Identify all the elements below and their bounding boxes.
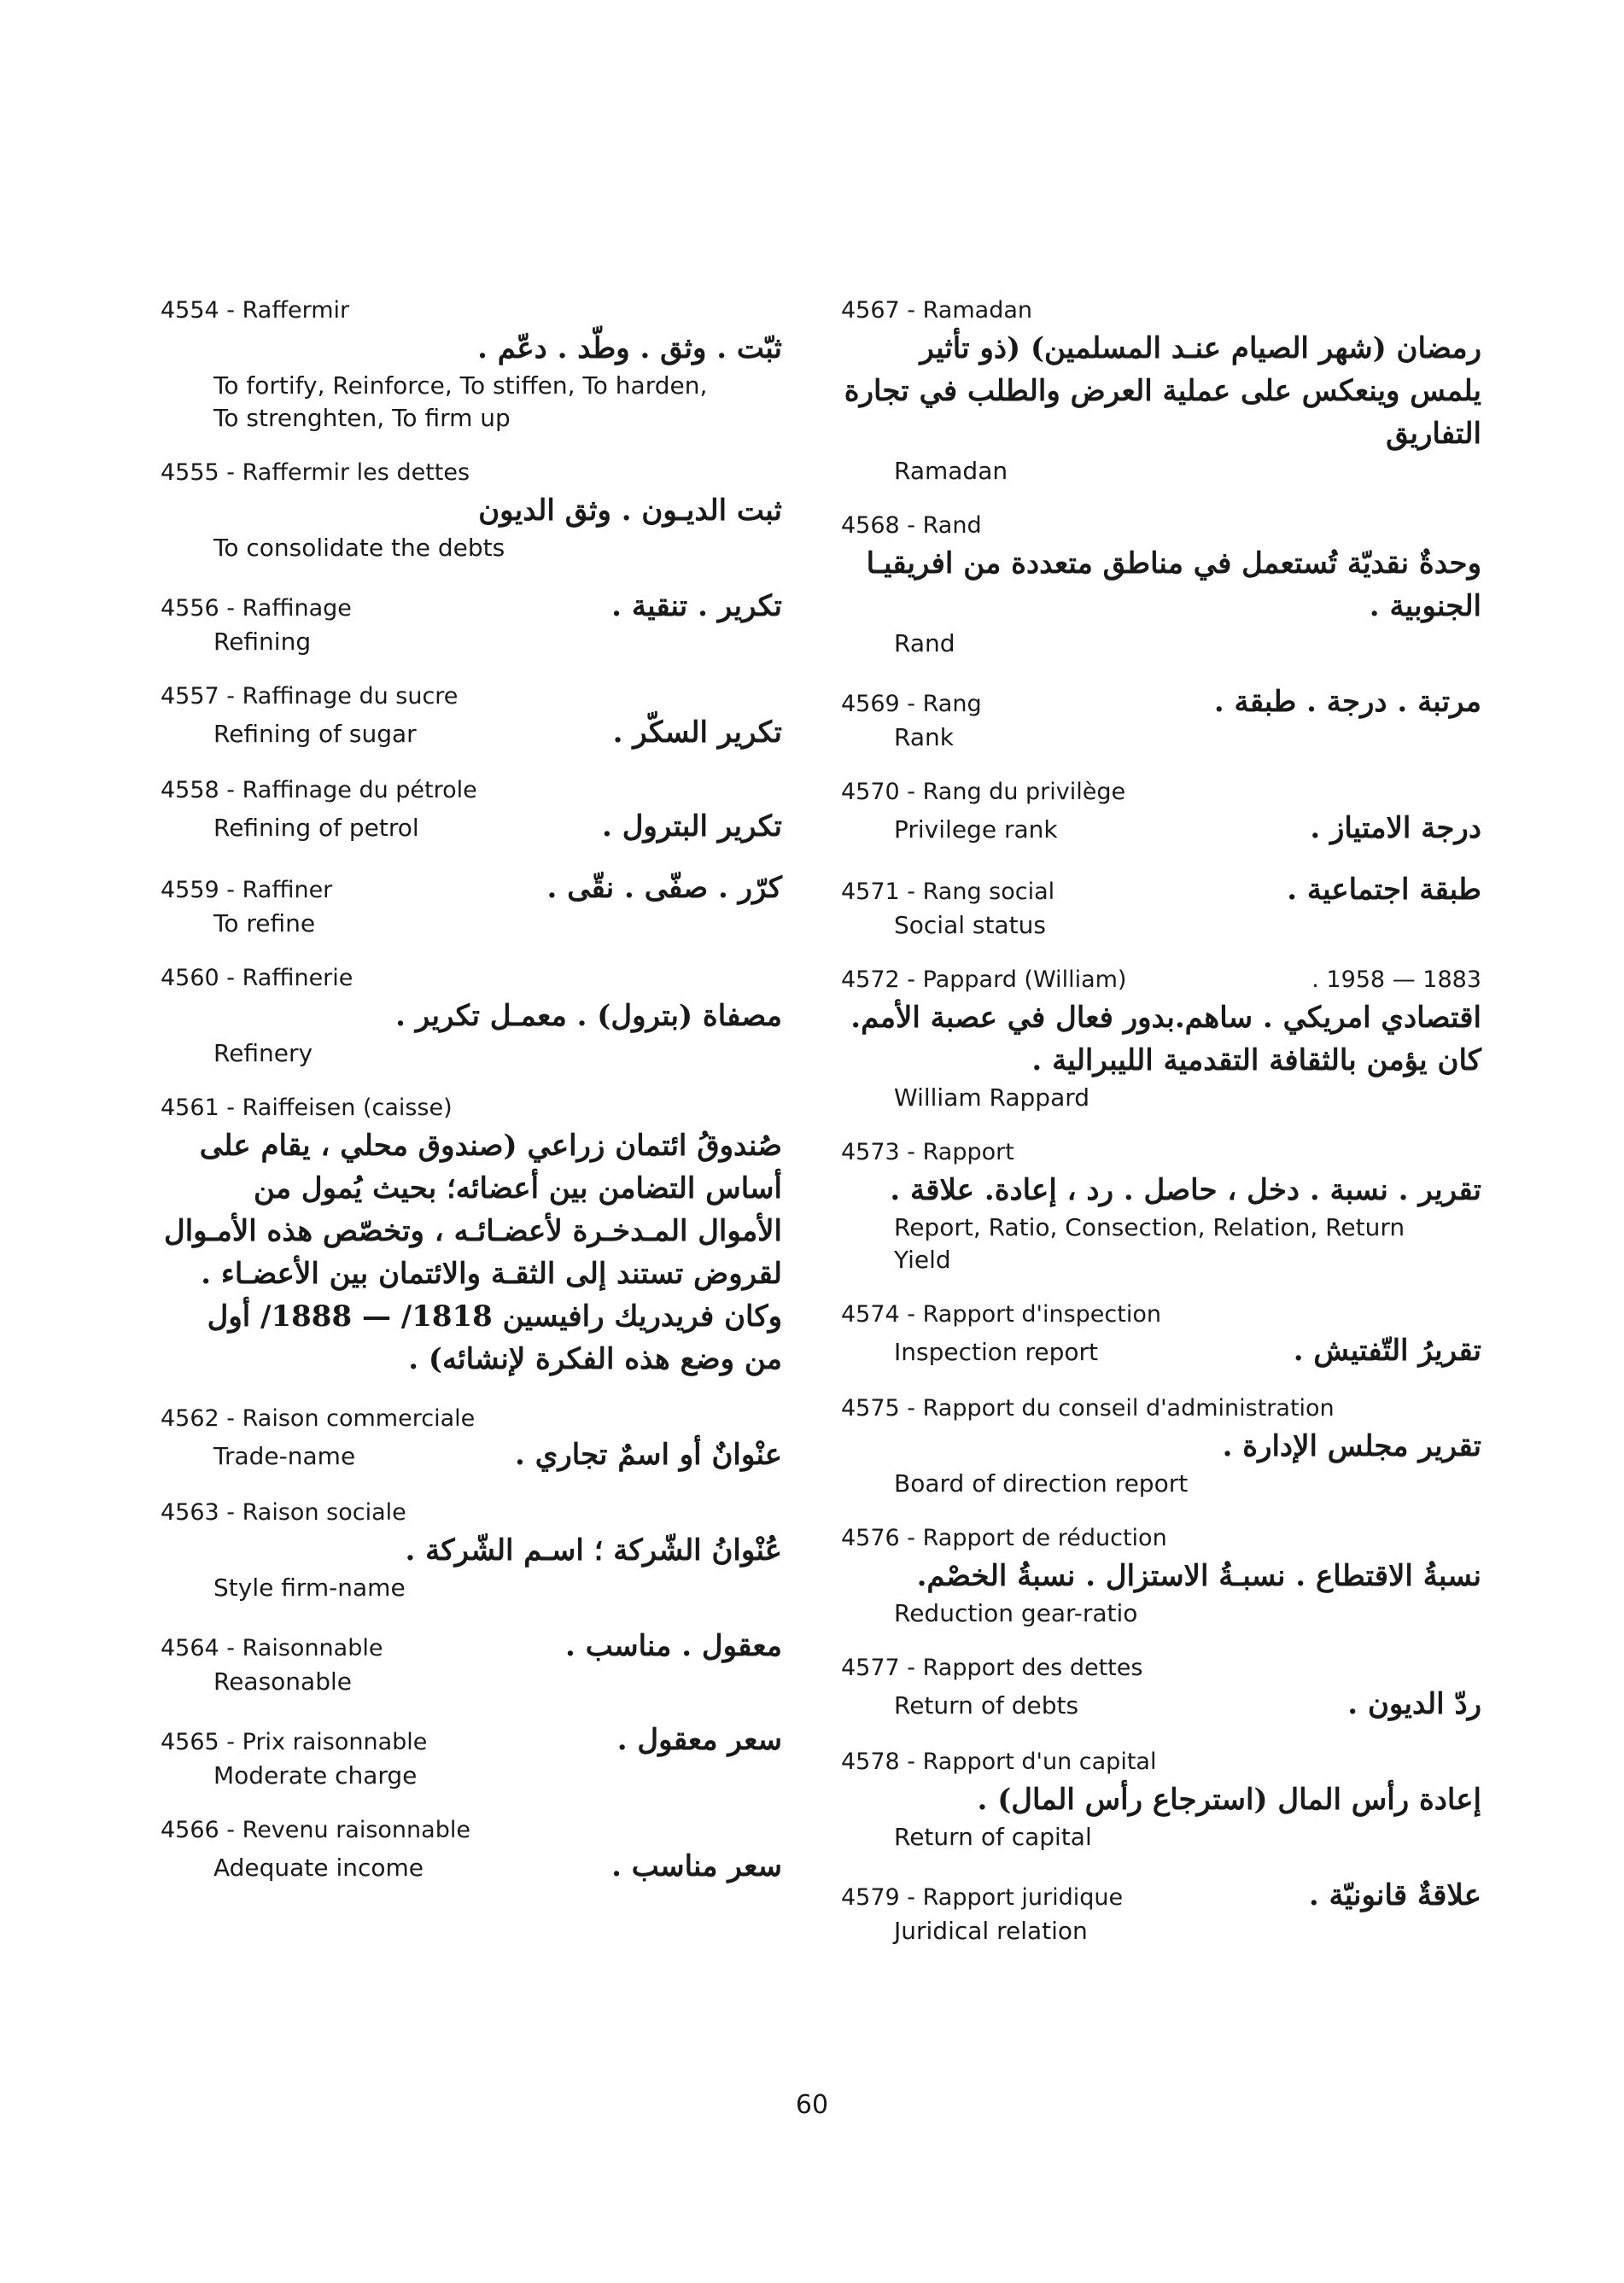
dictionary-entry <box>161 1092 782 1381</box>
entry-number: 4575 <box>841 1395 900 1422</box>
french-term: Raiffeisen (caisse) <box>242 1095 453 1121</box>
entry-head <box>161 1497 782 1529</box>
entry-heading: 4560 - Raffinerie <box>161 965 353 991</box>
entry-number: 4554 <box>161 297 219 324</box>
dictionary-entry <box>841 870 1481 942</box>
entry-number: 4570 <box>841 779 900 805</box>
english-translation: Privilege rank <box>894 815 1058 844</box>
entry-head <box>841 1746 1481 1778</box>
english-translation: Social status <box>894 911 1046 939</box>
english-translation: Refining <box>213 628 312 656</box>
french-term: Raisonnable <box>242 1635 383 1661</box>
entry-number: 4562 <box>161 1405 219 1432</box>
arabic-translation: درجة الامتياز . <box>1310 811 1481 845</box>
entry-number: 4559 <box>161 877 219 903</box>
arabic-translation: ثبت الديـون . وثق الديون <box>478 493 782 528</box>
french-term: Raison sociale <box>242 1499 406 1526</box>
entry-heading: 4570 - Rang du privilège <box>841 779 1125 805</box>
entry-heading: 4579 - Rapport juridique <box>841 1882 1123 1914</box>
arabic-translation: تكرير البترول . <box>602 809 782 844</box>
english-translation: Report, Ratio, Consection, Relation, Return Yield <box>894 1213 1405 1274</box>
entry-heading: 4556 - Raffinage <box>161 593 352 625</box>
entry-heading: 4567 - Ramadan <box>841 297 1032 324</box>
right-column <box>841 295 1481 1970</box>
arabic-translation: إعادة رأس المال (استرجاع رأس المال) . <box>977 1783 1481 1817</box>
dictionary-entry <box>161 1497 782 1604</box>
french-term: Raffinerie <box>242 965 353 991</box>
translation-row <box>161 807 782 846</box>
entry-head-row <box>161 587 782 626</box>
entry-head <box>161 1403 782 1435</box>
french-term: Raffinage du sucre <box>242 683 459 709</box>
entry-number: 4576 <box>841 1525 900 1551</box>
english-translation: To fortify, Reinforce, To stiffen, To harden, To strenghten, To firm up <box>213 371 708 432</box>
entry-heading: 4558 - Raffinage du pétrole <box>161 777 477 803</box>
dictionary-entry <box>161 295 782 435</box>
entry-head <box>841 1522 1481 1555</box>
entry-number: 4579 <box>841 1884 900 1911</box>
arabic-translation: تقرير . نسبة . دخل ، حاصل . رد ، إعادة. علاقة . <box>890 1173 1481 1207</box>
dictionary-entry <box>161 1403 782 1474</box>
english-translation: Inspection report <box>894 1338 1099 1366</box>
english-translation: Refining of petrol <box>213 814 419 842</box>
entry-number: 4558 <box>161 777 219 803</box>
dictionary-entry <box>161 1626 782 1698</box>
arabic-translation: رمضان (شهر الصيام عنـد المسلمين) (ذو تأثير يلمس وينعكس على عملية العرض والطلب في تجارة التفاريق <box>844 331 1481 451</box>
entry-number: 4573 <box>841 1139 900 1165</box>
entry-heading: 4554 - Raffermir <box>161 297 349 324</box>
entry-number: 4563 <box>161 1499 219 1526</box>
dictionary-entry <box>161 962 782 1070</box>
arabic-translation: كرّر . صفّى . نقّى . <box>546 871 782 905</box>
arabic-translation: عُنْوانُ الشّركة ؛ اسـم الشّركة . <box>405 1533 782 1568</box>
arabic-translation: تكرير السكّر . <box>612 715 782 750</box>
entry-head-row <box>841 870 1481 909</box>
entry-heading: 4568 - Rand <box>841 512 982 539</box>
entry-head <box>161 295 782 327</box>
dictionary-entry <box>841 776 1481 848</box>
french-term: Ramadan <box>922 297 1032 324</box>
english-translation: Reduction gear-ratio <box>894 1599 1138 1627</box>
entry-number: 4565 <box>161 1729 219 1755</box>
entry-head <box>161 680 782 713</box>
entry-heading: 4564 - Raisonnable <box>161 1632 383 1665</box>
arabic-translation: نسبةُ الاقتطاع . نسبـةُ الاستزال . نسبةُ الخصْم. <box>916 1559 1481 1593</box>
arabic-translation: عنْوانٌ أو اسمٌ تجاري . <box>515 1438 782 1472</box>
arabic-translation: صُندوقُ ائتمان زراعي (صندوق محلي ، يقام على أساس التضامن بين أعضائه؛ بحيث يُمول من الأموال المـدخـرة لأعضـائـه ، وتخصّص هذه الأمـوال لقروض تستند إلى الثقـة والائتمان بين الأعضـاء . وكان فريدريك رافيسين 1818/ — 1888/ أول من وضع هذه الفكرة لإنشائه) . <box>164 1129 782 1376</box>
french-term: Raffiner <box>242 877 333 903</box>
entry-head-row <box>161 1720 782 1760</box>
entry-head <box>841 1393 1481 1425</box>
entry-number: 4574 <box>841 1301 900 1328</box>
entry-heading: 4563 - Raison sociale <box>161 1499 406 1526</box>
translation-row <box>841 1331 1481 1370</box>
french-term: Rapport du conseil d'administration <box>922 1395 1335 1422</box>
french-term: Raison commerciale <box>242 1405 476 1432</box>
entry-heading: 4571 - Rang social <box>841 876 1054 908</box>
dictionary-entry <box>841 295 1481 488</box>
english-translation: Adequate income <box>213 1854 424 1882</box>
arabic-translation: تقريرُ التّفتيش . <box>1293 1334 1481 1368</box>
dictionary-entry <box>841 682 1481 754</box>
english-translation: Trade-name <box>213 1442 356 1470</box>
entry-number: 4569 <box>841 691 900 717</box>
french-term: Raffinage <box>242 595 352 622</box>
dictionary-entry <box>841 1652 1481 1724</box>
translation-row <box>841 809 1481 848</box>
entry-heading: 4557 - Raffinage du sucre <box>161 683 458 709</box>
arabic-translation: سعر معقول . <box>616 1723 782 1757</box>
entry-head <box>161 774 782 807</box>
entry-head-row <box>161 1626 782 1666</box>
english-translation: Rank <box>894 723 954 751</box>
entry-number: 4568 <box>841 512 900 539</box>
translation-row <box>161 713 782 752</box>
english-translation: To refine <box>213 909 316 937</box>
arabic-translation: ردّ الديون . <box>1347 1687 1481 1721</box>
entry-head <box>841 1652 1481 1685</box>
dictionary-entry <box>841 1136 1481 1276</box>
french-term: Prix raisonnable <box>242 1729 428 1755</box>
english-translation: Reasonable <box>213 1667 352 1696</box>
arabic-translation: سعر مناسب . <box>611 1849 782 1883</box>
entry-number: 4564 <box>161 1635 219 1661</box>
arabic-translation: معقول . مناسب . <box>565 1629 782 1663</box>
translation-row <box>841 1685 1481 1724</box>
entry-heading: 4575 - Rapport du conseil d'administration <box>841 1395 1335 1422</box>
entry-heading: 4569 - Rang <box>841 688 982 721</box>
entry-heading: 4565 - Prix raisonnable <box>161 1726 427 1759</box>
entry-head-row <box>841 1876 1481 1915</box>
dictionary-entry <box>841 1876 1481 1947</box>
entry-heading: 4577 - Rapport des dettes <box>841 1655 1142 1681</box>
entry-heading: 4566 - Revenu raisonnable <box>161 1817 470 1843</box>
arabic-translation: اقتصادي امريكي . ساهم.بدور فعال في عصبة الأمم. كان يؤمن بالثقافة التقدمية الليبرالية . <box>850 1001 1481 1077</box>
french-term: Rapport <box>922 1139 1014 1165</box>
entry-head <box>841 776 1481 809</box>
entry-number: 4577 <box>841 1655 900 1681</box>
english-translation: William Rappard <box>894 1083 1090 1112</box>
dictionary-entry <box>841 510 1481 660</box>
dictionary-entry <box>161 1814 782 1886</box>
french-term: Raffermir les dettes <box>242 459 470 486</box>
arabic-translation: تكرير . تنقية . <box>611 589 782 623</box>
english-translation: Board of direction report <box>894 1469 1189 1498</box>
entry-heading: 4555 - Raffermir les dettes <box>161 459 470 486</box>
entry-head <box>841 510 1481 542</box>
french-term: Rapport juridique <box>922 1884 1124 1911</box>
french-term: Rand <box>922 512 982 539</box>
english-translation: Moderate charge <box>213 1761 418 1790</box>
entry-number: 4578 <box>841 1749 900 1775</box>
french-term: Rapport de réduction <box>922 1525 1167 1551</box>
entry-head-row <box>841 682 1481 721</box>
entry-number: 4566 <box>161 1817 219 1843</box>
entry-head <box>161 1814 782 1847</box>
entry-heading: 4559 - Raffiner <box>161 874 332 907</box>
english-translation: To consolidate the debts <box>213 534 505 562</box>
arabic-translation: مرتبة . درجة . طبقة . <box>1213 685 1481 719</box>
french-term: Rapport d'inspection <box>922 1301 1161 1328</box>
french-term: Rapport d'un capital <box>922 1749 1157 1775</box>
dictionary-entry <box>161 1720 782 1792</box>
arabic-translation: ثبّت . وثق . وطّد . دعّم . <box>477 331 782 365</box>
entry-heading: 4576 - Rapport de réduction <box>841 1525 1167 1551</box>
translation-row <box>161 1435 782 1474</box>
english-translation: Refining of sugar <box>213 720 417 748</box>
entry-head <box>841 964 1481 996</box>
entry-number: 4561 <box>161 1095 219 1121</box>
french-term: Pappard (William) <box>922 966 1127 993</box>
entry-heading: 4573 - Rapport <box>841 1139 1014 1165</box>
entry-number: 4572 <box>841 966 900 993</box>
french-term: Rang du privilège <box>922 779 1126 805</box>
french-term: Rapport des dettes <box>922 1655 1143 1681</box>
entry-heading: 4572 - Pappard (William) <box>841 964 1126 996</box>
entry-head <box>161 457 782 489</box>
dictionary-entry <box>841 964 1481 1114</box>
french-term: Rang social <box>922 879 1055 905</box>
entry-heading: 4561 - Raiffeisen (caisse) <box>161 1095 453 1121</box>
entry-head <box>161 962 782 995</box>
dictionary-entry <box>161 457 782 564</box>
entry-head <box>841 1299 1481 1331</box>
dictionary-entry <box>841 1522 1481 1630</box>
entry-dates: . 1958 — 1883 <box>1311 966 1481 993</box>
english-translation: Style firm-name <box>213 1574 406 1602</box>
french-term: Raffinage du pétrole <box>242 777 477 803</box>
french-term: Raffermir <box>242 297 350 324</box>
arabic-translation: علاقةٌ قانونيّة . <box>1308 1878 1481 1912</box>
entry-head <box>841 1136 1481 1169</box>
english-translation: Return of debts <box>894 1691 1079 1720</box>
entry-head-row <box>161 868 782 908</box>
arabic-translation: تقرير مجلس الإدارة . <box>1222 1429 1481 1463</box>
entry-head <box>841 295 1481 327</box>
english-translation: Juridical relation <box>894 1917 1088 1945</box>
dictionary-entry <box>161 587 782 658</box>
arabic-translation: مصفاة (بترول) . معمـل تكرير . <box>395 999 782 1033</box>
left-column <box>161 295 782 1908</box>
entry-heading: 4574 - Rapport d'inspection <box>841 1301 1161 1328</box>
arabic-translation: وحدةٌ نقديّة تُستعمل في مناطق متعددة من افريقيـا الجنوبية . <box>866 546 1481 623</box>
arabic-translation: طبقة اجتماعية . <box>1287 873 1481 907</box>
entry-number: 4560 <box>161 965 219 991</box>
dictionary-entry <box>161 774 782 846</box>
entry-number: 4556 <box>161 595 219 622</box>
english-translation: Refinery <box>213 1039 313 1067</box>
dictionary-entry <box>161 680 782 752</box>
page-number: 60 <box>795 2090 829 2120</box>
french-term: Revenu raisonnable <box>242 1817 470 1843</box>
entry-number: 4557 <box>161 683 219 709</box>
entry-head <box>161 1092 782 1124</box>
dictionary-entry <box>841 1746 1481 1854</box>
french-term: Rang <box>922 691 982 717</box>
english-translation: Ramadan <box>894 457 1008 485</box>
dictionary-entry <box>161 868 782 940</box>
entry-heading: 4562 - Raison commerciale <box>161 1405 475 1432</box>
entry-number: 4571 <box>841 879 900 905</box>
english-translation: Rand <box>894 629 955 657</box>
translation-row <box>161 1847 782 1886</box>
english-translation: Return of capital <box>894 1823 1092 1851</box>
entry-heading: 4578 - Rapport d'un capital <box>841 1749 1156 1775</box>
dictionary-entry <box>841 1299 1481 1370</box>
entry-number: 4555 <box>161 459 219 486</box>
entry-number: 4567 <box>841 297 900 324</box>
dictionary-entry <box>841 1393 1481 1500</box>
